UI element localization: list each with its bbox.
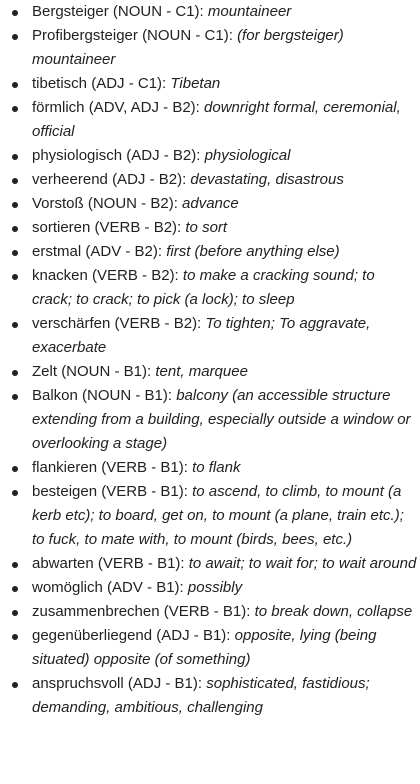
- vocab-translation: to break down, collapse: [254, 603, 413, 620]
- vocab-translation: advance: [182, 195, 239, 212]
- vocab-word: verschärfen: [32, 315, 111, 332]
- bullet-icon: [12, 586, 18, 592]
- vocab-item: [32, 576, 418, 600]
- vocab-translation: physiological: [204, 147, 291, 164]
- vocab-item: [32, 480, 418, 552]
- bullet-icon: [12, 394, 18, 400]
- vocab-word: Profibergsteiger: [32, 27, 138, 44]
- vocab-item: [32, 192, 418, 216]
- vocab-word: Zelt: [32, 363, 58, 380]
- vocab-translation: to ascend, to climb, to mount (a kerb etc); to board, get on, to mount (a plane, train etc.); to fuck, to mate with, to mount (birds, bees, etc.): [32, 483, 404, 548]
- vocab-item: [32, 552, 418, 576]
- vocab-translation: to await; to wait for; to wait around: [188, 555, 417, 572]
- vocab-grammar-info: (ADJ - C1):: [91, 75, 167, 92]
- vocab-translation: to sort: [185, 219, 228, 236]
- vocab-grammar-info: (NOUN - C1):: [142, 27, 233, 44]
- bullet-icon: [12, 202, 18, 208]
- bullet-icon: [12, 562, 18, 568]
- bullet-icon: [12, 34, 18, 40]
- vocab-word: gegenüberliegend: [32, 627, 153, 644]
- bullet-icon: [12, 322, 18, 328]
- vocab-word: womöglich: [32, 579, 103, 596]
- vocab-word: tibetisch: [32, 75, 88, 92]
- vocab-word: flankieren: [32, 459, 98, 476]
- vocab-grammar-info: (VERB - B2):: [114, 315, 202, 332]
- vocab-item: [32, 216, 418, 240]
- vocab-translation: tent, marquee: [155, 363, 248, 380]
- vocab-translation: downright formal, ceremonial, official: [32, 99, 401, 140]
- vocab-item: [32, 24, 418, 72]
- vocab-item: [32, 168, 418, 192]
- vocab-translation: (for bergsteiger) mountaineer: [32, 27, 344, 68]
- vocab-item: [32, 624, 418, 672]
- vocab-item: [32, 0, 418, 24]
- vocab-item: [32, 72, 418, 96]
- vocab-translation: to flank: [192, 459, 241, 476]
- vocab-grammar-info: (NOUN - B1):: [82, 387, 173, 404]
- vocab-translation: balcony (an accessible structure extending from a building, especially outside a window or overlooking a stage): [32, 387, 411, 452]
- bullet-icon: [12, 106, 18, 112]
- bullet-icon: [12, 370, 18, 376]
- bullet-icon: [12, 634, 18, 640]
- vocab-translation: To tighten; To aggravate, exacerbate: [32, 315, 371, 356]
- vocab-grammar-info: (ADJ - B2):: [126, 147, 201, 164]
- vocab-grammar-info: (VERB - B2):: [92, 267, 179, 284]
- vocab-item: [32, 600, 418, 624]
- vocab-word: Bergsteiger: [32, 3, 109, 20]
- vocab-word: besteigen: [32, 483, 98, 500]
- vocab-grammar-info: (VERB - B1):: [101, 459, 188, 476]
- vocab-grammar-info: (ADV - B2):: [85, 243, 163, 260]
- vocab-translation: first (before anything else): [166, 243, 340, 260]
- vocab-word: Balkon: [32, 387, 78, 404]
- vocab-item: [32, 144, 418, 168]
- vocab-grammar-info: (VERB - B1):: [101, 483, 188, 500]
- vocab-item: [32, 384, 418, 456]
- bullet-icon: [12, 154, 18, 160]
- vocab-grammar-info: (ADV - B1):: [107, 579, 184, 596]
- vocab-word: physiologisch: [32, 147, 123, 164]
- vocab-translation: devastating, disastrous: [190, 171, 344, 188]
- vocab-translation: to make a cracking sound; to crack; to crack; to pick (a lock); to sleep: [32, 267, 375, 308]
- vocab-grammar-info: (ADV, ADJ - B2):: [88, 99, 200, 116]
- vocab-item: [32, 312, 418, 360]
- vocab-item: [32, 264, 418, 312]
- vocab-grammar-info: (VERB - B1):: [163, 603, 251, 620]
- vocab-translation: Tibetan: [170, 75, 221, 92]
- vocab-word: sortieren: [32, 219, 91, 236]
- bullet-icon: [12, 226, 18, 232]
- vocab-word: knacken: [32, 267, 88, 284]
- bullet-icon: [12, 82, 18, 88]
- bullet-icon: [12, 466, 18, 472]
- vocab-word: anspruchsvoll: [32, 675, 124, 692]
- vocab-item: [32, 456, 418, 480]
- vocab-word: zusammenbrechen: [32, 603, 160, 620]
- vocab-word: Vorstoß: [32, 195, 84, 212]
- vocab-grammar-info: (ADJ - B2):: [112, 171, 187, 188]
- bullet-icon: [12, 682, 18, 688]
- bullet-icon: [12, 610, 18, 616]
- bullet-icon: [12, 178, 18, 184]
- vocab-translation: mountaineer: [207, 3, 292, 20]
- vocab-translation: sophisticated, fastidious; demanding, ambitious, challenging: [32, 675, 370, 716]
- vocab-word: abwarten: [32, 555, 94, 572]
- vocab-word: förmlich: [32, 99, 85, 116]
- bullet-icon: [12, 250, 18, 256]
- vocab-word: verheerend: [32, 171, 108, 188]
- vocab-grammar-info: (VERB - B1):: [97, 555, 185, 572]
- vocab-grammar-info: (ADJ - B1):: [127, 675, 203, 692]
- vocab-grammar-info: (VERB - B2):: [94, 219, 182, 236]
- vocab-word: erstmal: [32, 243, 82, 260]
- vocab-grammar-info: (NOUN - B1):: [61, 363, 152, 380]
- vocab-item: [32, 240, 418, 264]
- vocab-grammar-info: (NOUN - C1):: [112, 3, 204, 20]
- vocab-translation: possibly: [187, 579, 243, 596]
- bullet-icon: [12, 274, 18, 280]
- vocab-translation: opposite, lying (being situated) opposite (of something): [32, 627, 377, 668]
- vocab-grammar-info: (ADJ - B1):: [156, 627, 231, 644]
- bullet-icon: [12, 10, 18, 16]
- vocab-item: [32, 360, 418, 384]
- vocab-item: [32, 672, 418, 720]
- vocab-grammar-info: (NOUN - B2):: [87, 195, 178, 212]
- bullet-icon: [12, 490, 18, 496]
- vocab-item: [32, 96, 418, 144]
